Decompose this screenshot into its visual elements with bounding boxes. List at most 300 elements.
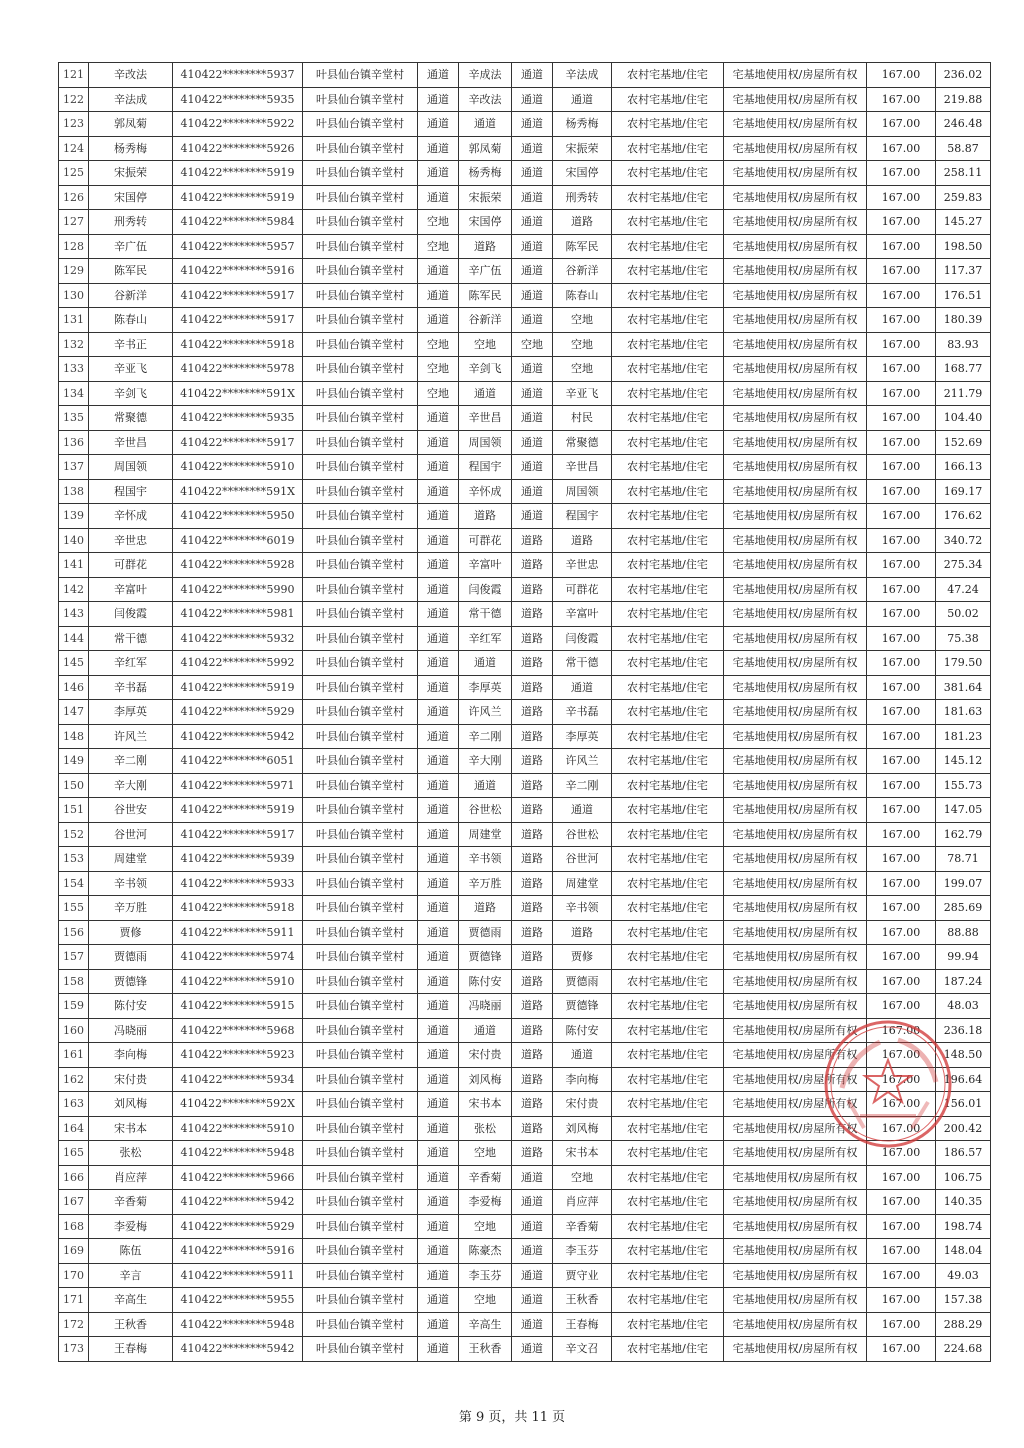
id-number-cell: 410422********5934 bbox=[173, 1067, 303, 1092]
right-type-cell: 宅基地使用权/房屋所有权 bbox=[724, 161, 867, 186]
location-cell: 叶县仙台镇辛堂村 bbox=[303, 259, 418, 284]
boundary-east-cell: 通道 bbox=[418, 1165, 459, 1190]
land-use-cell: 农村宅基地/住宅 bbox=[612, 969, 724, 994]
building-area-cell: 285.69 bbox=[936, 896, 991, 921]
table-row bbox=[59, 626, 991, 651]
boundary-north-cell: 辛世忠 bbox=[553, 553, 612, 578]
boundary-east-cell: 通道 bbox=[418, 1263, 459, 1288]
land-use-cell: 农村宅基地/住宅 bbox=[612, 577, 724, 602]
owner-name-cell: 陈军民 bbox=[89, 259, 173, 284]
land-use-cell: 农村宅基地/住宅 bbox=[612, 63, 724, 88]
id-number-cell: 410422********5910 bbox=[173, 969, 303, 994]
land-area-cell: 167.00 bbox=[867, 1018, 936, 1043]
row-number-cell: 173 bbox=[59, 1337, 89, 1362]
boundary-north-cell: 刑秀转 bbox=[553, 185, 612, 210]
table-row bbox=[59, 455, 991, 480]
location-cell: 叶县仙台镇辛堂村 bbox=[303, 528, 418, 553]
boundary-north-cell: 空地 bbox=[553, 308, 612, 333]
id-number-cell: 410422********5917 bbox=[173, 822, 303, 847]
row-number-cell: 126 bbox=[59, 185, 89, 210]
boundary-south-cell: 空地 bbox=[459, 1214, 512, 1239]
land-use-cell: 农村宅基地/住宅 bbox=[612, 161, 724, 186]
table-row bbox=[59, 430, 991, 455]
id-number-cell: 410422********5918 bbox=[173, 896, 303, 921]
land-area-cell: 167.00 bbox=[867, 1190, 936, 1215]
land-area-cell: 167.00 bbox=[867, 136, 936, 161]
boundary-west-cell: 道路 bbox=[512, 577, 553, 602]
id-number-cell: 410422********6051 bbox=[173, 749, 303, 774]
building-area-cell: 152.69 bbox=[936, 430, 991, 455]
id-number-cell: 410422********5917 bbox=[173, 308, 303, 333]
owner-name-cell: 常聚德 bbox=[89, 406, 173, 431]
table-row bbox=[59, 577, 991, 602]
right-type-cell: 宅基地使用权/房屋所有权 bbox=[724, 1116, 867, 1141]
right-type-cell: 宅基地使用权/房屋所有权 bbox=[724, 577, 867, 602]
land-area-cell: 167.00 bbox=[867, 112, 936, 137]
owner-name-cell: 周国领 bbox=[89, 455, 173, 480]
page-footer: 第 9 页，共 11 页 bbox=[458, 1410, 566, 1425]
id-number-cell: 410422********6019 bbox=[173, 528, 303, 553]
id-number-cell: 410422********5992 bbox=[173, 651, 303, 676]
row-number-cell: 148 bbox=[59, 724, 89, 749]
location-cell: 叶县仙台镇辛堂村 bbox=[303, 1067, 418, 1092]
table-row bbox=[59, 1263, 991, 1288]
boundary-east-cell: 通道 bbox=[418, 308, 459, 333]
table-row bbox=[59, 308, 991, 333]
boundary-north-cell: 通道 bbox=[553, 87, 612, 112]
land-area-cell: 167.00 bbox=[867, 1288, 936, 1313]
building-area-cell: 168.77 bbox=[936, 357, 991, 382]
owner-name-cell: 辛书正 bbox=[89, 332, 173, 357]
row-number-cell: 125 bbox=[59, 161, 89, 186]
location-cell: 叶县仙台镇辛堂村 bbox=[303, 1141, 418, 1166]
location-cell: 叶县仙台镇辛堂村 bbox=[303, 1116, 418, 1141]
building-area-cell: 211.79 bbox=[936, 381, 991, 406]
boundary-north-cell: 宋振荣 bbox=[553, 136, 612, 161]
owner-name-cell: 陈付安 bbox=[89, 994, 173, 1019]
boundary-east-cell: 通道 bbox=[418, 1043, 459, 1068]
boundary-east-cell: 通道 bbox=[418, 871, 459, 896]
owner-name-cell: 辛高生 bbox=[89, 1288, 173, 1313]
land-area-cell: 167.00 bbox=[867, 381, 936, 406]
right-type-cell: 宅基地使用权/房屋所有权 bbox=[724, 1312, 867, 1337]
building-area-cell: 196.64 bbox=[936, 1067, 991, 1092]
boundary-west-cell: 通道 bbox=[512, 161, 553, 186]
land-area-cell: 167.00 bbox=[867, 357, 936, 382]
table-row bbox=[59, 381, 991, 406]
land-area-cell: 167.00 bbox=[867, 234, 936, 259]
boundary-south-cell: 宋国停 bbox=[459, 210, 512, 235]
right-type-cell: 宅基地使用权/房屋所有权 bbox=[724, 1018, 867, 1043]
location-cell: 叶县仙台镇辛堂村 bbox=[303, 504, 418, 529]
land-area-cell: 167.00 bbox=[867, 210, 936, 235]
owner-name-cell: 贾德雨 bbox=[89, 945, 173, 970]
boundary-south-cell: 周国领 bbox=[459, 430, 512, 455]
land-area-cell: 167.00 bbox=[867, 185, 936, 210]
table-row bbox=[59, 210, 991, 235]
boundary-north-cell: 肖应萍 bbox=[553, 1190, 612, 1215]
id-number-cell: 410422********5919 bbox=[173, 798, 303, 823]
owner-name-cell: 辛红军 bbox=[89, 651, 173, 676]
right-type-cell: 宅基地使用权/房屋所有权 bbox=[724, 234, 867, 259]
building-area-cell: 49.03 bbox=[936, 1263, 991, 1288]
boundary-north-cell: 程国宇 bbox=[553, 504, 612, 529]
location-cell: 叶县仙台镇辛堂村 bbox=[303, 822, 418, 847]
location-cell: 叶县仙台镇辛堂村 bbox=[303, 1165, 418, 1190]
boundary-east-cell: 通道 bbox=[418, 1288, 459, 1313]
boundary-east-cell: 通道 bbox=[418, 822, 459, 847]
boundary-south-cell: 辛书领 bbox=[459, 847, 512, 872]
boundary-south-cell: 冯晓丽 bbox=[459, 994, 512, 1019]
table-row bbox=[59, 136, 991, 161]
table-row bbox=[59, 1239, 991, 1264]
boundary-west-cell: 道路 bbox=[512, 871, 553, 896]
right-type-cell: 宅基地使用权/房屋所有权 bbox=[724, 700, 867, 725]
boundary-west-cell: 道路 bbox=[512, 896, 553, 921]
land-area-cell: 167.00 bbox=[867, 700, 936, 725]
boundary-west-cell: 通道 bbox=[512, 1337, 553, 1362]
right-type-cell: 宅基地使用权/房屋所有权 bbox=[724, 332, 867, 357]
building-area-cell: 106.75 bbox=[936, 1165, 991, 1190]
row-number-cell: 128 bbox=[59, 234, 89, 259]
id-number-cell: 410422********5957 bbox=[173, 234, 303, 259]
right-type-cell: 宅基地使用权/房屋所有权 bbox=[724, 185, 867, 210]
boundary-north-cell: 陈军民 bbox=[553, 234, 612, 259]
boundary-east-cell: 通道 bbox=[418, 773, 459, 798]
land-area-cell: 167.00 bbox=[867, 1116, 936, 1141]
boundary-east-cell: 通道 bbox=[418, 430, 459, 455]
boundary-west-cell: 通道 bbox=[512, 234, 553, 259]
id-number-cell: 410422********5971 bbox=[173, 773, 303, 798]
location-cell: 叶县仙台镇辛堂村 bbox=[303, 945, 418, 970]
land-use-cell: 农村宅基地/住宅 bbox=[612, 822, 724, 847]
boundary-north-cell: 宋付贵 bbox=[553, 1092, 612, 1117]
boundary-south-cell: 杨秀梅 bbox=[459, 161, 512, 186]
registration-table bbox=[58, 62, 991, 1362]
boundary-north-cell: 周建堂 bbox=[553, 871, 612, 896]
building-area-cell: 236.02 bbox=[936, 63, 991, 88]
table-row bbox=[59, 87, 991, 112]
location-cell: 叶县仙台镇辛堂村 bbox=[303, 1239, 418, 1264]
boundary-south-cell: 空地 bbox=[459, 1141, 512, 1166]
building-area-cell: 169.17 bbox=[936, 479, 991, 504]
row-number-cell: 123 bbox=[59, 112, 89, 137]
table-row bbox=[59, 920, 991, 945]
location-cell: 叶县仙台镇辛堂村 bbox=[303, 1312, 418, 1337]
building-area-cell: 186.57 bbox=[936, 1141, 991, 1166]
right-type-cell: 宅基地使用权/房屋所有权 bbox=[724, 1239, 867, 1264]
right-type-cell: 宅基地使用权/房屋所有权 bbox=[724, 1190, 867, 1215]
boundary-south-cell: 常干德 bbox=[459, 602, 512, 627]
boundary-east-cell: 通道 bbox=[418, 528, 459, 553]
id-number-cell: 410422********5981 bbox=[173, 602, 303, 627]
building-area-cell: 181.63 bbox=[936, 700, 991, 725]
land-area-cell: 167.00 bbox=[867, 969, 936, 994]
right-type-cell: 宅基地使用权/房屋所有权 bbox=[724, 210, 867, 235]
boundary-east-cell: 通道 bbox=[418, 1067, 459, 1092]
land-use-cell: 农村宅基地/住宅 bbox=[612, 112, 724, 137]
location-cell: 叶县仙台镇辛堂村 bbox=[303, 283, 418, 308]
boundary-south-cell: 陈军民 bbox=[459, 283, 512, 308]
boundary-east-cell: 通道 bbox=[418, 896, 459, 921]
table-row bbox=[59, 1312, 991, 1337]
table-row bbox=[59, 969, 991, 994]
row-number-cell: 170 bbox=[59, 1263, 89, 1288]
right-type-cell: 宅基地使用权/房屋所有权 bbox=[724, 675, 867, 700]
row-number-cell: 165 bbox=[59, 1141, 89, 1166]
right-type-cell: 宅基地使用权/房屋所有权 bbox=[724, 112, 867, 137]
boundary-north-cell: 通道 bbox=[553, 675, 612, 700]
id-number-cell: 410422********591X bbox=[173, 479, 303, 504]
table-row bbox=[59, 749, 991, 774]
right-type-cell: 宅基地使用权/房屋所有权 bbox=[724, 308, 867, 333]
land-use-cell: 农村宅基地/住宅 bbox=[612, 626, 724, 651]
building-area-cell: 157.38 bbox=[936, 1288, 991, 1313]
boundary-east-cell: 通道 bbox=[418, 1141, 459, 1166]
row-number-cell: 171 bbox=[59, 1288, 89, 1313]
right-type-cell: 宅基地使用权/房屋所有权 bbox=[724, 1043, 867, 1068]
boundary-east-cell: 通道 bbox=[418, 1018, 459, 1043]
owner-name-cell: 李厚英 bbox=[89, 700, 173, 725]
location-cell: 叶县仙台镇辛堂村 bbox=[303, 1018, 418, 1043]
location-cell: 叶县仙台镇辛堂村 bbox=[303, 381, 418, 406]
row-number-cell: 135 bbox=[59, 406, 89, 431]
land-use-cell: 农村宅基地/住宅 bbox=[612, 994, 724, 1019]
owner-name-cell: 贾修 bbox=[89, 920, 173, 945]
owner-name-cell: 冯晓丽 bbox=[89, 1018, 173, 1043]
building-area-cell: 176.62 bbox=[936, 504, 991, 529]
table-row bbox=[59, 798, 991, 823]
boundary-north-cell: 闫俊霞 bbox=[553, 626, 612, 651]
building-area-cell: 224.68 bbox=[936, 1337, 991, 1362]
boundary-south-cell: 李厚英 bbox=[459, 675, 512, 700]
right-type-cell: 宅基地使用权/房屋所有权 bbox=[724, 1288, 867, 1313]
land-use-cell: 农村宅基地/住宅 bbox=[612, 1116, 724, 1141]
land-use-cell: 农村宅基地/住宅 bbox=[612, 308, 724, 333]
id-number-cell: 410422********5933 bbox=[173, 871, 303, 896]
land-area-cell: 167.00 bbox=[867, 994, 936, 1019]
right-type-cell: 宅基地使用权/房屋所有权 bbox=[724, 1092, 867, 1117]
location-cell: 叶县仙台镇辛堂村 bbox=[303, 602, 418, 627]
boundary-north-cell: 辛文召 bbox=[553, 1337, 612, 1362]
owner-name-cell: 辛改法 bbox=[89, 63, 173, 88]
row-number-cell: 137 bbox=[59, 455, 89, 480]
land-use-cell: 农村宅基地/住宅 bbox=[612, 602, 724, 627]
owner-name-cell: 辛万胜 bbox=[89, 896, 173, 921]
building-area-cell: 180.39 bbox=[936, 308, 991, 333]
land-area-cell: 167.00 bbox=[867, 430, 936, 455]
location-cell: 叶县仙台镇辛堂村 bbox=[303, 969, 418, 994]
boundary-south-cell: 辛大刚 bbox=[459, 749, 512, 774]
boundary-south-cell: 通道 bbox=[459, 1018, 512, 1043]
land-use-cell: 农村宅基地/住宅 bbox=[612, 210, 724, 235]
id-number-cell: 410422********5955 bbox=[173, 1288, 303, 1313]
land-use-cell: 农村宅基地/住宅 bbox=[612, 847, 724, 872]
row-number-cell: 155 bbox=[59, 896, 89, 921]
boundary-east-cell: 通道 bbox=[418, 1190, 459, 1215]
boundary-north-cell: 贾修 bbox=[553, 945, 612, 970]
boundary-north-cell: 辛法成 bbox=[553, 63, 612, 88]
id-number-cell: 410422********5915 bbox=[173, 994, 303, 1019]
table-row bbox=[59, 1018, 991, 1043]
row-number-cell: 167 bbox=[59, 1190, 89, 1215]
table-row bbox=[59, 822, 991, 847]
boundary-east-cell: 通道 bbox=[418, 161, 459, 186]
land-area-cell: 167.00 bbox=[867, 1312, 936, 1337]
location-cell: 叶县仙台镇辛堂村 bbox=[303, 724, 418, 749]
owner-name-cell: 辛亚飞 bbox=[89, 357, 173, 382]
land-area-cell: 167.00 bbox=[867, 749, 936, 774]
land-area-cell: 167.00 bbox=[867, 577, 936, 602]
location-cell: 叶县仙台镇辛堂村 bbox=[303, 773, 418, 798]
right-type-cell: 宅基地使用权/房屋所有权 bbox=[724, 283, 867, 308]
row-number-cell: 138 bbox=[59, 479, 89, 504]
land-area-cell: 167.00 bbox=[867, 773, 936, 798]
land-area-cell: 167.00 bbox=[867, 651, 936, 676]
land-use-cell: 农村宅基地/住宅 bbox=[612, 724, 724, 749]
row-number-cell: 172 bbox=[59, 1312, 89, 1337]
id-number-cell: 410422********5978 bbox=[173, 357, 303, 382]
land-use-cell: 农村宅基地/住宅 bbox=[612, 381, 724, 406]
row-number-cell: 169 bbox=[59, 1239, 89, 1264]
boundary-west-cell: 道路 bbox=[512, 798, 553, 823]
building-area-cell: 88.88 bbox=[936, 920, 991, 945]
boundary-north-cell: 杨秀梅 bbox=[553, 112, 612, 137]
boundary-south-cell: 可群花 bbox=[459, 528, 512, 553]
id-number-cell: 410422********5948 bbox=[173, 1312, 303, 1337]
boundary-east-cell: 空地 bbox=[418, 332, 459, 357]
row-number-cell: 141 bbox=[59, 553, 89, 578]
row-number-cell: 131 bbox=[59, 308, 89, 333]
location-cell: 叶县仙台镇辛堂村 bbox=[303, 994, 418, 1019]
land-use-cell: 农村宅基地/住宅 bbox=[612, 406, 724, 431]
boundary-south-cell: 宋书本 bbox=[459, 1092, 512, 1117]
boundary-north-cell: 谷世松 bbox=[553, 822, 612, 847]
owner-name-cell: 谷世河 bbox=[89, 822, 173, 847]
id-number-cell: 410422********5926 bbox=[173, 136, 303, 161]
boundary-north-cell: 道路 bbox=[553, 528, 612, 553]
land-area-cell: 167.00 bbox=[867, 896, 936, 921]
boundary-south-cell: 通道 bbox=[459, 773, 512, 798]
location-cell: 叶县仙台镇辛堂村 bbox=[303, 87, 418, 112]
land-area-cell: 167.00 bbox=[867, 847, 936, 872]
boundary-west-cell: 通道 bbox=[512, 63, 553, 88]
row-number-cell: 162 bbox=[59, 1067, 89, 1092]
owner-name-cell: 辛剑飞 bbox=[89, 381, 173, 406]
land-use-cell: 农村宅基地/住宅 bbox=[612, 357, 724, 382]
row-number-cell: 136 bbox=[59, 430, 89, 455]
row-number-cell: 127 bbox=[59, 210, 89, 235]
owner-name-cell: 辛法成 bbox=[89, 87, 173, 112]
boundary-west-cell: 道路 bbox=[512, 1067, 553, 1092]
building-area-cell: 145.27 bbox=[936, 210, 991, 235]
row-number-cell: 129 bbox=[59, 259, 89, 284]
boundary-east-cell: 通道 bbox=[418, 847, 459, 872]
id-number-cell: 410422********5950 bbox=[173, 504, 303, 529]
boundary-west-cell: 道路 bbox=[512, 1092, 553, 1117]
location-cell: 叶县仙台镇辛堂村 bbox=[303, 357, 418, 382]
building-area-cell: 148.50 bbox=[936, 1043, 991, 1068]
boundary-north-cell: 贾德锋 bbox=[553, 994, 612, 1019]
boundary-south-cell: 道路 bbox=[459, 896, 512, 921]
right-type-cell: 宅基地使用权/房屋所有权 bbox=[724, 969, 867, 994]
boundary-east-cell: 通道 bbox=[418, 700, 459, 725]
land-use-cell: 农村宅基地/住宅 bbox=[612, 234, 724, 259]
boundary-west-cell: 通道 bbox=[512, 406, 553, 431]
boundary-east-cell: 空地 bbox=[418, 381, 459, 406]
boundary-east-cell: 通道 bbox=[418, 1116, 459, 1141]
location-cell: 叶县仙台镇辛堂村 bbox=[303, 700, 418, 725]
right-type-cell: 宅基地使用权/房屋所有权 bbox=[724, 455, 867, 480]
building-area-cell: 187.24 bbox=[936, 969, 991, 994]
boundary-north-cell: 空地 bbox=[553, 357, 612, 382]
table-row bbox=[59, 1092, 991, 1117]
owner-name-cell: 谷新洋 bbox=[89, 283, 173, 308]
boundary-north-cell: 辛二刚 bbox=[553, 773, 612, 798]
boundary-east-cell: 通道 bbox=[418, 749, 459, 774]
right-type-cell: 宅基地使用权/房屋所有权 bbox=[724, 1263, 867, 1288]
land-use-cell: 农村宅基地/住宅 bbox=[612, 920, 724, 945]
boundary-east-cell: 通道 bbox=[418, 406, 459, 431]
building-area-cell: 259.83 bbox=[936, 185, 991, 210]
right-type-cell: 宅基地使用权/房屋所有权 bbox=[724, 259, 867, 284]
table-row bbox=[59, 1337, 991, 1362]
row-number-cell: 166 bbox=[59, 1165, 89, 1190]
location-cell: 叶县仙台镇辛堂村 bbox=[303, 920, 418, 945]
land-use-cell: 农村宅基地/住宅 bbox=[612, 1067, 724, 1092]
boundary-north-cell: 李玉芬 bbox=[553, 1239, 612, 1264]
land-area-cell: 167.00 bbox=[867, 332, 936, 357]
row-number-cell: 132 bbox=[59, 332, 89, 357]
land-area-cell: 167.00 bbox=[867, 945, 936, 970]
row-number-cell: 153 bbox=[59, 847, 89, 872]
row-number-cell: 149 bbox=[59, 749, 89, 774]
boundary-east-cell: 通道 bbox=[418, 553, 459, 578]
row-number-cell: 147 bbox=[59, 700, 89, 725]
boundary-north-cell: 陈春山 bbox=[553, 283, 612, 308]
owner-name-cell: 刑秀转 bbox=[89, 210, 173, 235]
building-area-cell: 117.37 bbox=[936, 259, 991, 284]
row-number-cell: 130 bbox=[59, 283, 89, 308]
location-cell: 叶县仙台镇辛堂村 bbox=[303, 577, 418, 602]
land-area-cell: 167.00 bbox=[867, 283, 936, 308]
right-type-cell: 宅基地使用权/房屋所有权 bbox=[724, 357, 867, 382]
boundary-south-cell: 王秋香 bbox=[459, 1337, 512, 1362]
location-cell: 叶县仙台镇辛堂村 bbox=[303, 406, 418, 431]
right-type-cell: 宅基地使用权/房屋所有权 bbox=[724, 1165, 867, 1190]
boundary-north-cell: 道路 bbox=[553, 210, 612, 235]
table-row bbox=[59, 185, 991, 210]
boundary-north-cell: 王春梅 bbox=[553, 1312, 612, 1337]
boundary-south-cell: 陈豪杰 bbox=[459, 1239, 512, 1264]
land-use-cell: 农村宅基地/住宅 bbox=[612, 1312, 724, 1337]
boundary-south-cell: 刘风梅 bbox=[459, 1067, 512, 1092]
land-use-cell: 农村宅基地/住宅 bbox=[612, 1263, 724, 1288]
land-area-cell: 167.00 bbox=[867, 259, 936, 284]
right-type-cell: 宅基地使用权/房屋所有权 bbox=[724, 626, 867, 651]
boundary-south-cell: 辛红军 bbox=[459, 626, 512, 651]
row-number-cell: 142 bbox=[59, 577, 89, 602]
location-cell: 叶县仙台镇辛堂村 bbox=[303, 1190, 418, 1215]
boundary-west-cell: 道路 bbox=[512, 994, 553, 1019]
boundary-east-cell: 通道 bbox=[418, 577, 459, 602]
table-row bbox=[59, 112, 991, 137]
boundary-east-cell: 通道 bbox=[418, 185, 459, 210]
land-area-cell: 167.00 bbox=[867, 1043, 936, 1068]
boundary-east-cell: 通道 bbox=[418, 136, 459, 161]
boundary-east-cell: 通道 bbox=[418, 1239, 459, 1264]
boundary-north-cell: 常聚德 bbox=[553, 430, 612, 455]
